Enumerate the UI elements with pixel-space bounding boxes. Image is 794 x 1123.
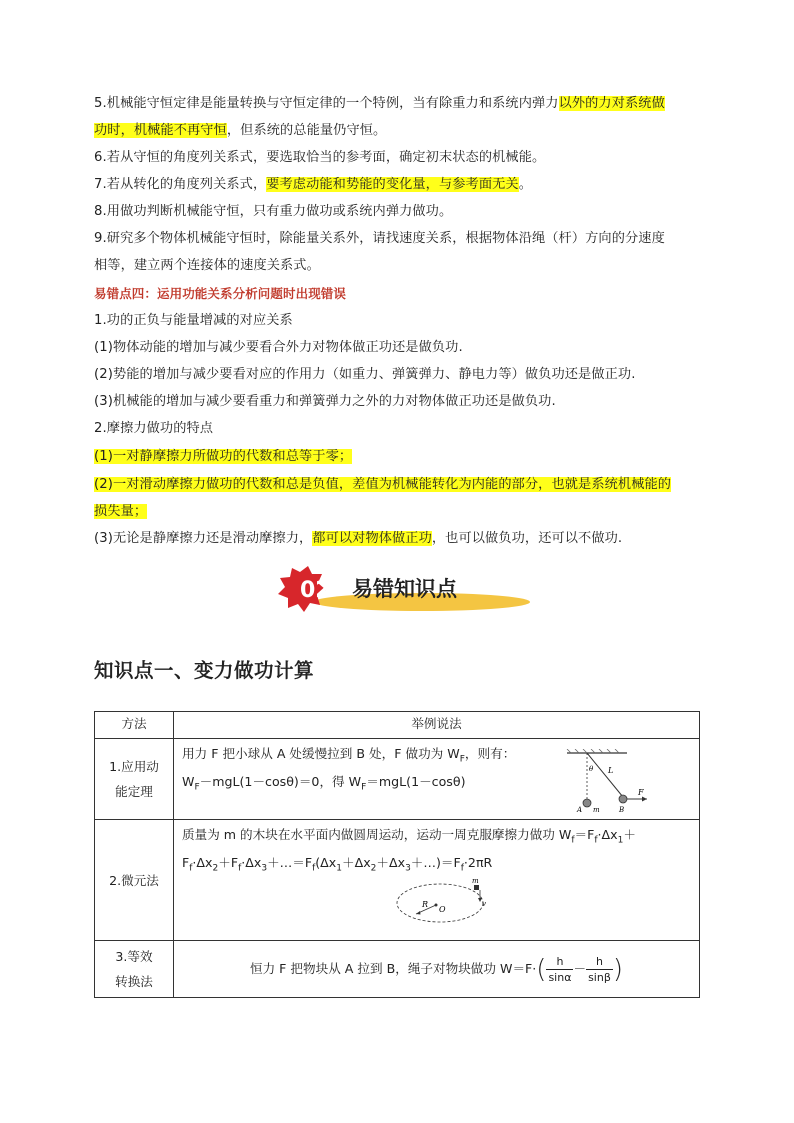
banner-number: 02 bbox=[300, 578, 331, 603]
banner-title: 易错知识点 bbox=[352, 577, 457, 601]
center-label: O bbox=[439, 905, 446, 914]
method-label: 转换法 bbox=[115, 974, 153, 989]
item-2-3 bbox=[94, 525, 706, 552]
velocity-label: v bbox=[482, 900, 486, 908]
highlight: (2)一对滑动摩擦力做功的代数和总是负值，差值为机械能转化为内能的部分，也就是系统机械能的 bbox=[94, 477, 672, 492]
method-label: 能定理 bbox=[115, 784, 153, 799]
row1-line2: $W_F-mgL(1-\cos\theta)=0$，得 $W_F=mgL(1-\cos\theta)$ bbox=[182, 773, 466, 793]
text: (3)无论是静摩擦力还是滑动摩擦力， bbox=[94, 531, 313, 546]
item-2-2 bbox=[94, 471, 706, 525]
method-cell: 2.微元法 bbox=[95, 820, 174, 941]
example-cell: 恒力 F 把物块从 A 拉到 B，绳子对物块做功 W＝F·( $\frac{h}{\sin\alpha}$ － $\frac{h}{\sin\beta}$ ) bbox=[174, 941, 700, 998]
mass-label: m bbox=[472, 878, 479, 885]
fraction: $\frac{h}{\sin\alpha}$ bbox=[548, 954, 572, 984]
method-cell bbox=[95, 941, 174, 998]
subheading-1: 1.功的正负与能量增减的对应关系 bbox=[94, 313, 293, 328]
row1-line1: 用力 F 把小球从 A 处缓慢拉到 B 处，F 做功为 $W_F$，则有： bbox=[182, 746, 516, 765]
circular-motion-figure bbox=[394, 878, 486, 928]
mass-label: m bbox=[593, 806, 600, 814]
highlight: 以外的力对系统做 bbox=[558, 96, 665, 111]
highlight: 要考虑动能和势能的变化量，与参考面无关 bbox=[266, 177, 519, 192]
point-b-label: B bbox=[619, 806, 625, 814]
item-1-2: (2)势能的增加与减少要看对应的作用力（如重力、弹簧弹力、静电力等）做负功还是做正功. bbox=[94, 367, 636, 382]
text: ，但系统的总能量仍守恒。 bbox=[226, 123, 387, 138]
text: 9.研究多个物体机械能守恒时，除能量关系外，请找速度关系，根据物体沿绳（杆）方向的分速度 bbox=[94, 231, 665, 246]
paragraph-6: 6.若从守恒的角度列关系式，要选取恰当的参考面，确定初末状态的机械能。 bbox=[94, 150, 546, 165]
text: 。 bbox=[518, 177, 532, 192]
method-label: 1.应用动 bbox=[109, 759, 159, 774]
methods-table bbox=[94, 711, 700, 998]
table-row bbox=[95, 739, 700, 820]
item-2-1 bbox=[94, 443, 706, 470]
highlight: 功时，机械能不再守恒 bbox=[94, 123, 227, 138]
highlight: 都可以对物体做正功 bbox=[312, 531, 432, 546]
example-cell bbox=[174, 739, 700, 820]
method-label: 3.等效 bbox=[115, 949, 153, 964]
point-a-label: A bbox=[577, 806, 583, 814]
row2-line1: 质量为 m 的木块在水平面内做圆周运动，运动一周克服摩擦力做功 $W_f=F_f\cdot\Delta x_1+$ bbox=[182, 827, 636, 846]
paragraph-7 bbox=[94, 171, 706, 198]
subheading-2: 2.摩擦力做功的特点 bbox=[94, 421, 214, 436]
table-header: 方法 bbox=[95, 712, 174, 739]
fraction: $\frac{h}{\sin\beta}$ bbox=[588, 954, 611, 984]
paragraph-9 bbox=[94, 225, 706, 279]
section-title: 知识点一、变力做功计算 bbox=[94, 659, 315, 682]
paragraph-8: 8.用做功判断机械能守恒，只有重力做功或系统内弹力做功。 bbox=[94, 204, 453, 219]
highlight: (1)一对静摩擦力所做功的代数和总等于零； bbox=[94, 449, 353, 464]
item-1-3: (3)机械能的增加与减少要看重力和弹簧弹力之外的力对物体做正功还是做负功. bbox=[94, 394, 556, 409]
text: 7.若从转化的角度列关系式， bbox=[94, 177, 267, 192]
text: ，也可以做负功，还可以不做功. bbox=[431, 531, 623, 546]
text: 相等，建立两个连接体的速度关系式。 bbox=[94, 258, 320, 273]
text: 5.机械能守恒定律是能量转换与守恒定律的一个特例，当有除重力和系统内弹力 bbox=[94, 96, 559, 111]
force-label: F bbox=[638, 788, 644, 797]
length-label: L bbox=[608, 766, 614, 775]
radius-label: R bbox=[422, 900, 429, 909]
minus-sign: － bbox=[573, 960, 587, 976]
pendulum-figure bbox=[553, 749, 653, 817]
table-header-row bbox=[95, 712, 700, 739]
row2-line2: $F_f\cdot\Delta x_2+F_f\cdot\Delta x_3+\dots=F_f(\Delta x_1+\Delta x_2+\Delta x_3+\dots)=F_f\cdot 2\pi R$ bbox=[182, 854, 493, 874]
table-header: 举例说法 bbox=[174, 712, 700, 739]
row3-text: 恒力 F 把物块从 A 拉到 B，绳子对物块做功 W＝F· bbox=[249, 960, 537, 976]
example-cell bbox=[174, 820, 700, 941]
paragraph-5 bbox=[94, 90, 706, 144]
error-point-title: 易错点四：运用功能关系分析问题时出现错误 bbox=[94, 286, 347, 301]
theta-label: θ bbox=[589, 765, 594, 773]
section-banner bbox=[272, 562, 532, 618]
highlight: 损失量； bbox=[94, 504, 148, 519]
table-row bbox=[95, 941, 700, 998]
item-1-1: (1)物体动能的增加与减少要看合外力对物体做正功还是做负功. bbox=[94, 340, 463, 355]
method-cell bbox=[95, 739, 174, 820]
table-row bbox=[95, 820, 700, 941]
